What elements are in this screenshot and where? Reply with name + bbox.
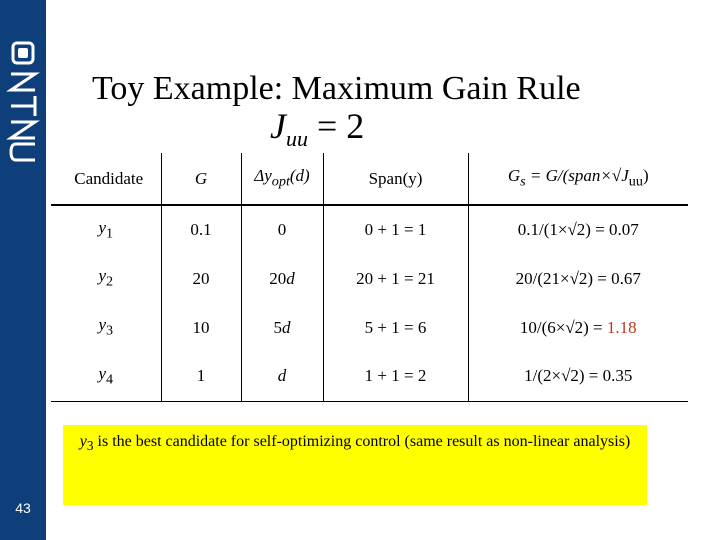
- cell-gs: 1/(2×√2) = 0.35: [468, 352, 688, 401]
- table-header-row: [51, 153, 688, 205]
- slide-title: Toy Example: Maximum Gain Rule: [92, 70, 581, 107]
- note-var: y: [79, 433, 87, 450]
- conclusion-note: [63, 425, 647, 505]
- formula-subscript: uu: [285, 126, 308, 152]
- cell-span: 20 + 1 = 21: [323, 254, 468, 303]
- cell-span: 1 + 1 = 2: [323, 352, 468, 401]
- table-row: [51, 205, 688, 254]
- header-span: Span(y): [323, 153, 468, 205]
- cell-dyopt: 5d: [241, 303, 323, 352]
- table-row: [51, 254, 688, 303]
- cell-candidate: $y_4$: [51, 352, 161, 401]
- formula-juu: [270, 105, 364, 152]
- cell-candidate: $y_3$: [51, 303, 161, 352]
- cell-candidate: $y_2$: [51, 254, 161, 303]
- note-text: is the best candidate for self-optimizing control (same result as non-linear analysis): [93, 433, 631, 450]
- cell-g: 1: [161, 352, 241, 401]
- header-g: G: [161, 153, 241, 205]
- cell-gs: 10/(6×√2) = 1.18: [468, 303, 688, 352]
- formula-value: = 2: [316, 106, 365, 146]
- cell-g: 20: [161, 254, 241, 303]
- header-dyopt: $\Delta y_{opt}(d)$: [241, 153, 323, 205]
- cell-g: 10: [161, 303, 241, 352]
- cell-g: 0.1: [161, 205, 241, 254]
- cell-dyopt: 0: [241, 205, 323, 254]
- slide-number: 43: [15, 500, 31, 516]
- table-row: [51, 352, 688, 401]
- ntnu-logo: [6, 40, 40, 168]
- gain-table: [51, 153, 688, 402]
- table-row: [51, 303, 688, 352]
- cell-gs: 20/(21×√2) = 0.67: [468, 254, 688, 303]
- header-candidate: Candidate: [51, 153, 161, 205]
- cell-dyopt: 20d: [241, 254, 323, 303]
- cell-gs: 0.1/(1×√2) = 0.07: [468, 205, 688, 254]
- sidebar: [0, 0, 46, 540]
- cell-candidate: $y_1$: [51, 205, 161, 254]
- header-gs: $G_s$ = $G/(span\times√J_{uu})$: [468, 153, 688, 205]
- cell-dyopt: d: [241, 352, 323, 401]
- cell-span: 0 + 1 = 1: [323, 205, 468, 254]
- note-idx: 3: [86, 438, 94, 454]
- cell-span: 5 + 1 = 6: [323, 303, 468, 352]
- formula-symbol: J: [270, 106, 286, 146]
